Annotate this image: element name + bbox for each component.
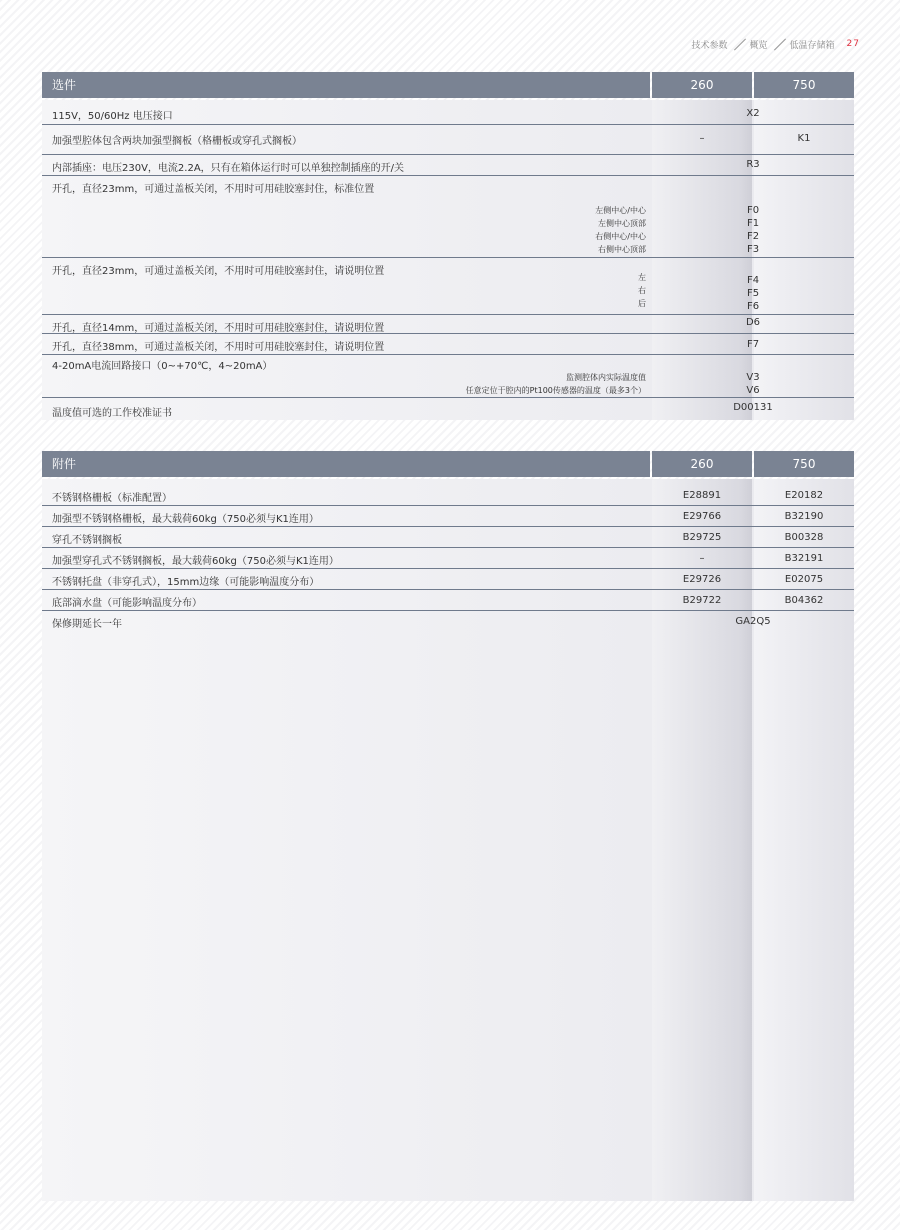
accessories-header-col-750: 750 <box>754 451 854 477</box>
row-code-750: B04362 <box>784 595 824 606</box>
table-row <box>42 125 854 155</box>
row-code: D00131 <box>733 402 773 413</box>
sub-option-label: 右 <box>638 286 646 295</box>
row-label: 115V，50/60Hz 电压接口 <box>52 111 173 122</box>
row-label: 加强型不锈钢格栅板，最大载荷60kg（750必须与K1连用） <box>52 514 319 525</box>
sub-option-label: 监测腔体内实际温度值 <box>566 373 646 382</box>
sub-option-code: F1 <box>746 218 760 229</box>
row-code: GA2Q5 <box>735 616 771 627</box>
row-label: 开孔，直径23mm，可通过盖板关闭，不用时可用硅胶塞封住，请说明位置 <box>52 266 385 277</box>
accessories-table <box>42 451 854 1201</box>
row-label: 开孔，直径14mm，可通过盖板关闭，不用时可用硅胶塞封住，请说明位置 <box>52 323 385 334</box>
table-row <box>42 155 854 176</box>
options-table <box>42 72 854 422</box>
row-code-750: B00328 <box>784 532 824 543</box>
row-code-260: B29722 <box>682 595 722 606</box>
row-code-260: E29726 <box>682 574 722 585</box>
table-row <box>42 398 854 420</box>
options-header-col-260: 260 <box>652 72 752 98</box>
row-label: 不锈钢托盘（非穿孔式），15mm边缘（可能影响温度分布） <box>52 577 320 588</box>
sub-option-code: F3 <box>746 244 760 255</box>
row-label: 加强型穿孔式不锈钢搁板，最大载荷60kg（750必须与K1连用） <box>52 556 339 567</box>
table-row <box>42 485 854 506</box>
breadcrumb-item: 低温存储箱 <box>789 40 835 51</box>
accessories-header <box>42 451 854 477</box>
breadcrumb-item: 技术参数 <box>691 40 728 51</box>
row-code: R3 <box>746 159 760 170</box>
row-code-260: – <box>699 133 705 144</box>
page-number: 27 <box>846 39 860 49</box>
sub-option-label: 后 <box>638 299 646 308</box>
table-row <box>42 590 854 611</box>
breadcrumb-item: 概览 <box>749 40 768 51</box>
table-row <box>42 334 854 355</box>
sub-option-label: 左 <box>638 273 646 282</box>
row-code: D6 <box>745 317 761 328</box>
sub-option-code: V6 <box>746 385 760 396</box>
row-code-260: B29725 <box>682 532 722 543</box>
sub-option-label: 左侧中心顶部 <box>598 219 646 228</box>
row-label: 不锈钢格栅板（标准配置） <box>52 493 172 504</box>
row-label: 内部插座：电压230V，电流2.2A，只有在箱体运行时可以单独控制插座的开/关 <box>52 163 405 174</box>
sub-option-code: V3 <box>746 372 760 383</box>
row-label: 开孔，直径38mm，可通过盖板关闭，不用时可用硅胶塞封住，请说明位置 <box>52 342 385 353</box>
table-row <box>42 355 854 398</box>
row-label: 4-20mA电流回路接口（0~+70℃，4~20mA） <box>52 361 273 372</box>
options-header-col-750: 750 <box>754 72 854 98</box>
sub-option-code: F2 <box>746 231 760 242</box>
table-row <box>42 611 854 635</box>
row-code-750: E20182 <box>784 490 824 501</box>
breadcrumb <box>692 37 861 51</box>
sub-option-code: F4 <box>746 275 760 286</box>
sub-option-label: 左侧中心/中心 <box>595 206 646 215</box>
row-label: 加强型腔体包含两块加强型搁板（格栅板或穿孔式搁板） <box>52 136 302 147</box>
row-code-750: E02075 <box>784 574 824 585</box>
table-row <box>42 258 854 315</box>
slash-separator-icon <box>732 37 746 51</box>
row-label: 底部滴水盘（可能影响温度分布） <box>52 598 202 609</box>
table-row <box>42 315 854 334</box>
row-code: F7 <box>746 339 760 350</box>
table-row <box>42 548 854 569</box>
table-row <box>42 527 854 548</box>
row-label: 开孔，直径23mm，可通过盖板关闭，不用时可用硅胶塞封住，标准位置 <box>52 184 375 195</box>
sub-option-code: F6 <box>746 301 760 312</box>
table-row <box>42 176 854 258</box>
options-header-title: 选件 <box>42 72 650 98</box>
sub-option-label: 任意定位于腔内的Pt100传感器的温度（最多3个） <box>465 386 646 395</box>
sub-option-code: F5 <box>746 288 760 299</box>
row-code-260: E29766 <box>682 511 722 522</box>
accessories-header-col-260: 260 <box>652 451 752 477</box>
row-code-260: – <box>699 553 705 564</box>
row-code: X2 <box>746 108 760 119</box>
sub-option-label: 右侧中心/中心 <box>595 232 646 241</box>
row-code-750: B32190 <box>784 511 824 522</box>
row-code-750: B32191 <box>784 553 824 564</box>
slash-separator-icon <box>772 37 786 51</box>
table-row <box>42 103 854 125</box>
row-code-260: E28891 <box>682 490 722 501</box>
accessories-header-title: 附件 <box>42 451 650 477</box>
row-code-750: K1 <box>797 133 811 144</box>
row-label: 保修期延长一年 <box>52 619 122 630</box>
options-header <box>42 72 854 98</box>
row-label: 穿孔不锈钢搁板 <box>52 535 122 546</box>
table-row <box>42 506 854 527</box>
sub-option-label: 右侧中心顶部 <box>598 245 646 254</box>
table-row <box>42 569 854 590</box>
sub-option-code: F0 <box>746 205 760 216</box>
row-label: 温度值可选的工作校准证书 <box>52 408 172 419</box>
